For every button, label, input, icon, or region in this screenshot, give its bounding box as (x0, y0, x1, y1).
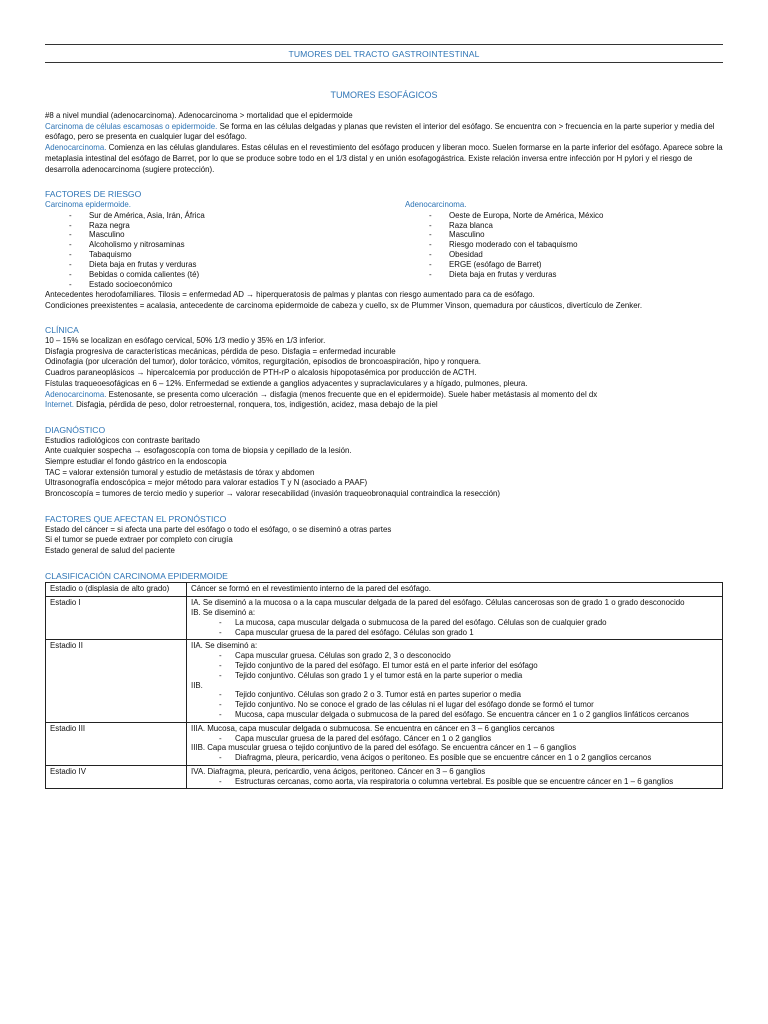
table-row (46, 722, 723, 765)
list-item: - Masculino (405, 230, 723, 240)
riesgo-right-label: Adenocarcinoma. (405, 199, 467, 209)
clinica-internet (45, 400, 723, 411)
pronostico-heading: FACTORES QUE AFECTAN EL PRONÓSTICO (45, 513, 227, 524)
stage-line: Cáncer se formó en el revestimiento interno de la pared del esófago. (191, 584, 431, 594)
clinica-line: 10 – 15% se localizan en esófago cervical, 50% 1/3 medio y 35% en 1/3 inferior. (45, 335, 326, 345)
stage-line: IIIB. Capa muscular gruesa o tejido conjuntivo de la pared del esófago. Se encuentra cáncer en 1 – 6 ganglios (191, 743, 577, 753)
clasificacion-heading: CLASIFICACIÓN CARCINOMA EPIDERMOIDE (45, 570, 228, 581)
pronostico-line: Si el tumor se puede extraer por completo con cirugía (45, 535, 233, 545)
escamosas-text: Se forma en las células delgadas y planas que revisten el interior del esófago. Se encuentra con > frecuencia en la parte superior y media del esófago, pero se presenta en cualquier lugar del esófago. (45, 121, 715, 142)
clinica-internet-text: Disfagia, pérdida de peso, dolor retroesternal, ronquera, tos, indigestión, acidez, masa debajo de la piel (73, 400, 438, 410)
list-item: - Dieta baja en frutas y verduras (45, 260, 405, 270)
clinica-line: Cuadros paraneoplásicos → hipercalcemia por producción de PTH-rP o alcalosis hipopotasémica por producción de ACTH. (45, 368, 477, 378)
riesgo-right-list (405, 211, 723, 280)
diagnostico-line: Estudios radiológicos con contraste baritado (45, 435, 200, 445)
list-item: - Oeste de Europa, Norte de América, México (405, 211, 723, 221)
stage-sub-item: - Tejido conjuntivo. No se conoce el grado de las células ni el lugar del esófago donde se formó el tumor (191, 700, 718, 710)
title-rule (45, 62, 723, 63)
escamosas-label: Carcinoma de células escamosas o epidermoide. (45, 121, 218, 131)
intro-line: #8 a nivel mundial (adenocarcinoma). Adenocarcinoma > mortalidad que el epidermoide (45, 111, 353, 120)
riesgo-left-label: Carcinoma epidermoide. (45, 199, 131, 209)
stage-sub-item: - Mucosa, capa muscular delgada o submucosa de la pared del esófago. Se encuentra cáncer en 1 o 2 ganglios linfáticos cercanos (191, 710, 718, 720)
document-title: TUMORES DEL TRACTO GASTROINTESTINAL (288, 49, 480, 59)
clasificacion-table (45, 582, 723, 789)
clinica-heading: CLÍNICA (45, 325, 79, 336)
stage-sub-item: - Estructuras cercanas, como aorta, vía respiratoria o columna vertebral. Es posible que se encuentre cáncer en 1 – 6 ganglios (191, 777, 718, 787)
stage-cell: Estadio I (46, 597, 187, 640)
clinica-line: Disfagia progresiva de características mecánicas, pérdida de peso. Disfagia = enfermedad incurable (45, 346, 396, 356)
diagnostico-block (45, 436, 723, 500)
clinica-internet-label: Internet. (45, 400, 74, 410)
table-row (46, 765, 723, 789)
list-item: - Raza negra (45, 221, 405, 231)
stage-sub-item: - La mucosa, capa muscular delgada o submucosa de la pared del esófago. Células son de cualquier grado (191, 618, 718, 628)
intro-escamosas (45, 122, 723, 143)
list-item: - Raza blanca (405, 221, 723, 231)
stage-line: IA. Se diseminó a la mucosa o a la capa muscular delgada de la pared del esófago. Células cancerosas son de grado 1 o grado desconocido (191, 598, 685, 608)
stage-description (187, 765, 723, 789)
riesgo-left (45, 200, 405, 290)
list-item: - Masculino (45, 230, 405, 240)
list-item: - Bebidas o comida calientes (té) (45, 270, 405, 280)
table-row (46, 640, 723, 722)
table-row (46, 597, 723, 640)
list-item: - Tabaquismo (45, 250, 405, 260)
adeno-label: Adenocarcinoma. (45, 143, 107, 153)
riesgo-extra-1: Antecedentes herodofamiliares. Tilosis = enfermedad AD → hiperqueratosis de palmas y plantas con riesgo aumentado para ca de esófago. (45, 289, 535, 299)
stage-sub-item: - Tejido conjuntivo de la pared del esófago. El tumor está en el parte inferior del esófago (191, 661, 718, 671)
diagnostico-heading: DIAGNÓSTICO (45, 424, 106, 435)
clinica-adeno-text: Estenosante, se presenta como ulceración → disfagia (menos frecuente que en el epidermoide). Suele haber metástasis al momento del dx (106, 389, 598, 399)
pronostico-block (45, 525, 723, 557)
stage-line: IIA. Se diseminó a: (191, 641, 258, 651)
stage-line: IB. Se diseminó a: (191, 607, 256, 617)
diagnostico-line: TAC = valorar extensión tumoral y estudio de metástasis de tórax y abdomen (45, 467, 315, 477)
adeno-text: Comienza en las células glandulares. Estas células en el revestimiento del esófago producen y liberan moco. Suelen formarse en la parte inferior del esófago. Aparece sobre la metaplasia intestinal del esófago de Barret, por lo que se produce sobre todo en el 1/3 distal y en unión esofagogástrica. Existe relación inversa entre infección por H pylori y el riesgo de desarrolla adenocarcinoma (sugiere protección). (45, 143, 723, 174)
riesgo-heading: FACTORES DE RIESGO (45, 189, 142, 200)
stage-description (187, 597, 723, 640)
riesgo-right (405, 200, 723, 290)
section-title: TUMORES ESOFÁGICOS (330, 90, 438, 100)
stage-cell: Estadio o (displasia de alto grado) (46, 583, 187, 597)
diagnostico-line: Ultrasonografía endoscópica = mejor método para valorar estadios T y N (asociado a PAAF) (45, 478, 368, 488)
stage-cell: Estadio II (46, 640, 187, 722)
stage-description (187, 583, 723, 597)
clinica-adeno-label: Adenocarcinoma. (45, 389, 107, 399)
list-item: - Sur de América, Asia, Irán, África (45, 211, 405, 221)
clinica-block (45, 336, 723, 411)
diagnostico-line: Siempre estudiar el fondo gástrico en la endoscopia (45, 457, 227, 467)
stage-cell: Estadio III (46, 722, 187, 765)
pronostico-line: Estado del cáncer = si afecta una parte del esófago o todo el esófago, o se diseminó a otras partes (45, 524, 392, 534)
riesgo-columns (45, 200, 723, 290)
list-item: - ERGE (esófago de Barret) (405, 260, 723, 270)
stage-sub-item: - Capa muscular gruesa de la pared del esófago. Células son grado 1 (191, 628, 718, 638)
stage-description (187, 722, 723, 765)
list-item: - Dieta baja en frutas y verduras (405, 270, 723, 280)
stage-sub-item: - Tejido conjuntivo. Células son grado 2 o 3. Tumor está en partes superior o media (191, 690, 718, 700)
stage-description (187, 640, 723, 722)
stage-line: IIIA. Mucosa, capa muscular delgada o submucosa. Se encuentra en cáncer en 3 – 6 ganglios cercanos (191, 723, 555, 733)
document-page (45, 44, 723, 789)
list-item: - Alcoholismo y nitrosaminas (45, 240, 405, 250)
diagnostico-line: Broncoscopía = tumores de tercio medio y superior → valorar resecabilidad (invasión traqueobronaquial contraindica la resección) (45, 489, 501, 499)
intro-adeno (45, 143, 723, 175)
stage-line: IVA. Diafragma, pleura, pericardio, vena ácigos, peritoneo. Cáncer en 3 – 6 ganglios (191, 766, 486, 776)
stage-sub-item: - Capa muscular gruesa de la pared del esófago. Cáncer en 1 o 2 ganglios (191, 734, 718, 744)
stage-cell: Estadio IV (46, 765, 187, 789)
list-item: - Obesidad (405, 250, 723, 260)
list-item: - Estado socioeconómico (45, 280, 405, 290)
table-row (46, 583, 723, 597)
riesgo-left-list (45, 211, 405, 290)
clinica-line: Odinofagia (por ulceración del tumor), dolor torácico, vómitos, regurgitación, episodios de broncoaspiración, hipo y ronquera. (45, 357, 481, 367)
stage-sub-item: - Diafragma, pleura, pericardio, vena ácigos o peritoneo. Es posible que se encuentre cáncer en 1 o 2 ganglios cercanos (191, 753, 718, 763)
pronostico-line: Estado general de salud del paciente (45, 545, 175, 555)
list-item: - Riesgo moderado con el tabaquismo (405, 240, 723, 250)
diagnostico-line: Ante cualquier sospecha → esofagoscopía con toma de biopsia y cepillado de la lesión. (45, 446, 352, 456)
stage-line: IIB. (191, 680, 203, 690)
intro-block (45, 111, 723, 175)
clinica-line: Fístulas traqueoesofágicas en 6 – 12%. Enfermedad se extiende a ganglios adyacentes y supraclaviculares y a hígado, pulmones, pleura. (45, 378, 528, 388)
riesgo-extra-2: Condiciones preexistentes = acalasia, antecedente de carcinoma epidermoide de cabeza y cuello, sx de Plummer Vinson, quemadura por cáusticos, divertículo de Zenker. (45, 300, 643, 310)
clinica-adeno (45, 390, 723, 401)
stage-sub-item: - Capa muscular gruesa. Células son grado 2, 3 o desconocido (191, 651, 718, 661)
stage-sub-item: - Tejido conjuntivo. Células son grado 1 y el tumor está en la parte superior o media (191, 671, 718, 681)
